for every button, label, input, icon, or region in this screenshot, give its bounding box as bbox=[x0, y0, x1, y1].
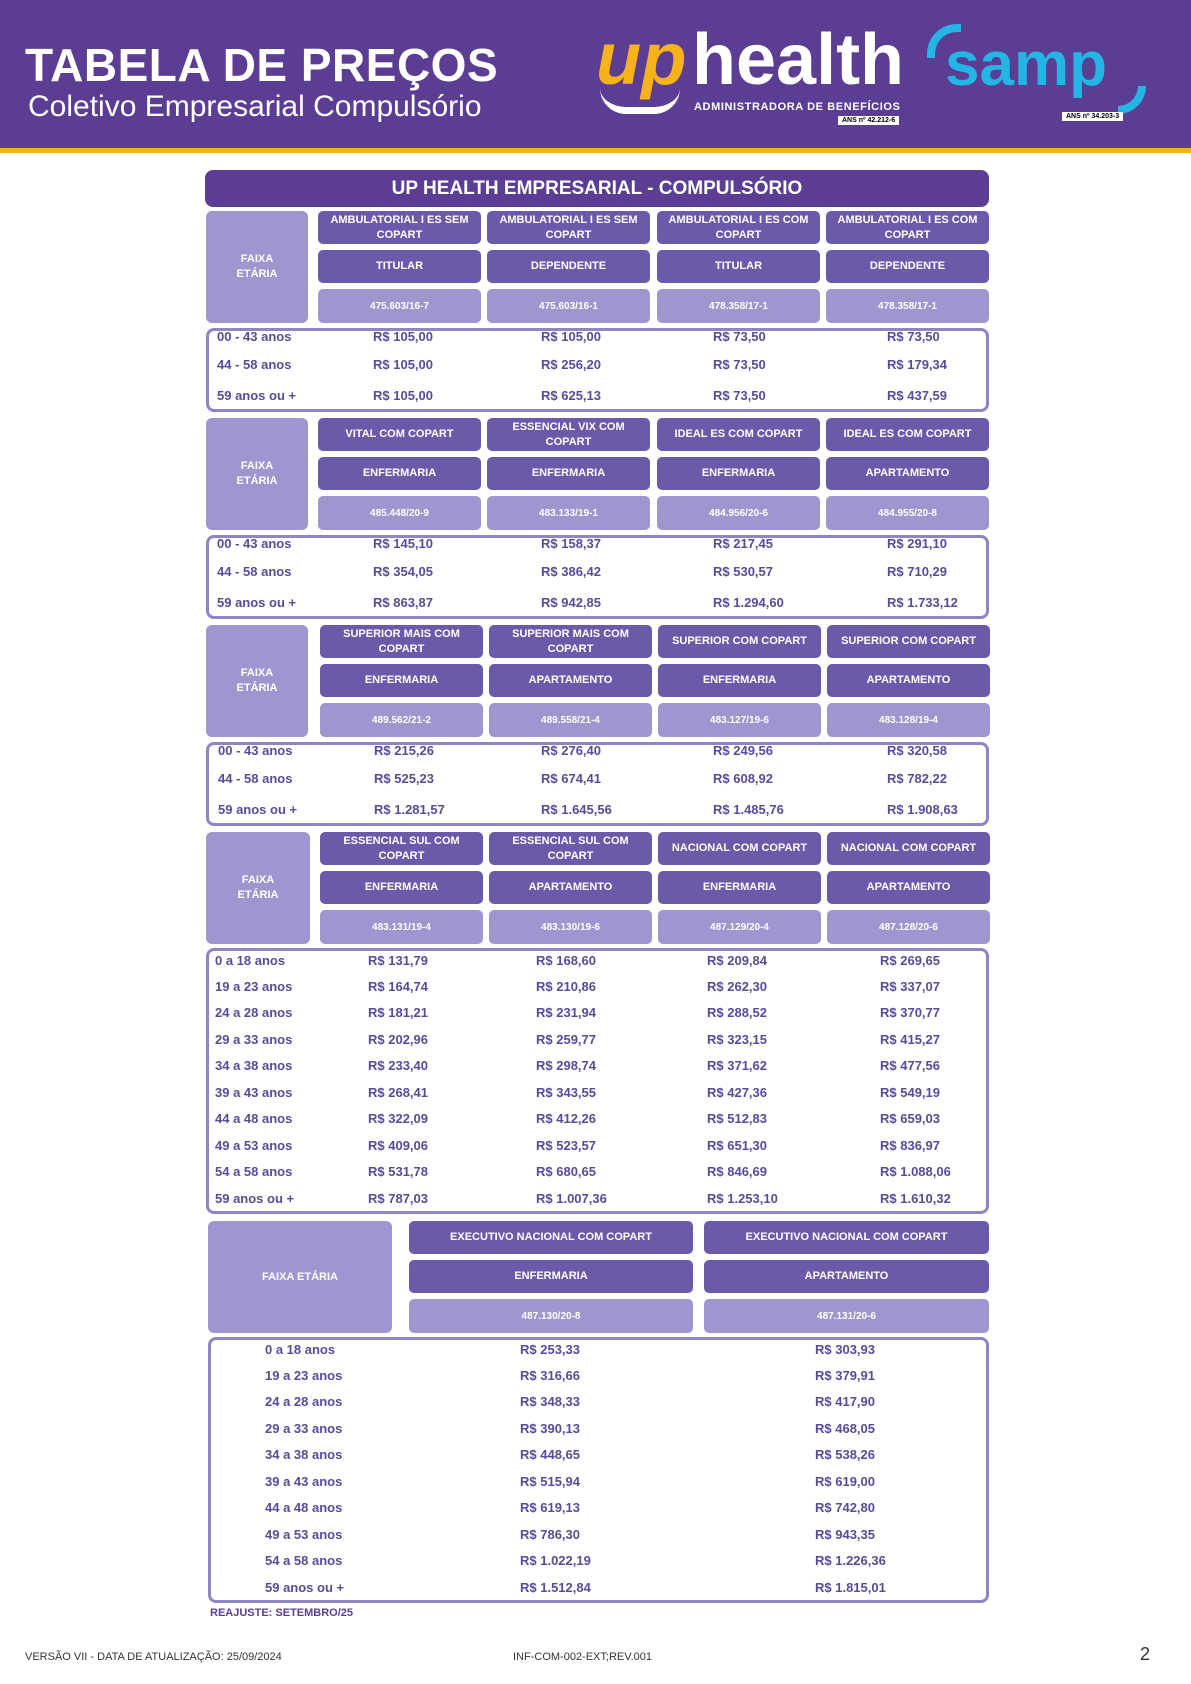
price-cell: R$ 131,79 bbox=[368, 953, 428, 968]
price-cell: R$ 316,66 bbox=[520, 1368, 580, 1383]
plan-name-header: SUPERIOR COM COPART bbox=[827, 625, 990, 658]
price-cell: R$ 181,21 bbox=[368, 1005, 428, 1020]
price-cell: R$ 674,41 bbox=[541, 771, 601, 786]
age-range-cell: 44 a 48 anos bbox=[265, 1500, 343, 1515]
faixa-etaria-header: FAIXA ETÁRIA bbox=[206, 625, 308, 737]
accommodation-header: ENFERMARIA bbox=[657, 457, 820, 490]
price-cell: R$ 1.007,36 bbox=[536, 1191, 607, 1206]
price-cell: R$ 549,19 bbox=[880, 1085, 940, 1100]
plan-code-header: 487.130/20-8 bbox=[409, 1299, 693, 1333]
price-cell: R$ 73,50 bbox=[887, 329, 940, 344]
plan-code-header: 483.127/19-6 bbox=[658, 703, 821, 737]
price-cell: R$ 158,37 bbox=[541, 536, 601, 551]
age-range-cell: 29 a 33 anos bbox=[265, 1421, 343, 1436]
price-cell: R$ 525,23 bbox=[374, 771, 434, 786]
price-cell: R$ 437,59 bbox=[887, 388, 947, 403]
plan-name-header: ESSENCIAL SUL COM COPART bbox=[320, 832, 483, 865]
price-cell: R$ 836,97 bbox=[880, 1138, 940, 1153]
price-cell: R$ 782,22 bbox=[887, 771, 947, 786]
price-cell: R$ 343,55 bbox=[536, 1085, 596, 1100]
price-cell: R$ 742,80 bbox=[815, 1500, 875, 1515]
price-cell: R$ 288,52 bbox=[707, 1005, 767, 1020]
price-cell: R$ 354,05 bbox=[373, 564, 433, 579]
price-cell: R$ 202,96 bbox=[368, 1032, 428, 1047]
faixa-etaria-header: FAIXA ETÁRIA bbox=[206, 211, 308, 323]
age-range-cell: 49 a 53 anos bbox=[215, 1138, 293, 1153]
price-cell: R$ 379,91 bbox=[815, 1368, 875, 1383]
plan-code-header: 489.562/21-2 bbox=[320, 703, 483, 737]
price-cell: R$ 291,10 bbox=[887, 536, 947, 551]
age-range-cell: 44 - 58 anos bbox=[217, 357, 292, 372]
price-cell: R$ 786,30 bbox=[520, 1527, 580, 1542]
age-range-cell: 49 a 53 anos bbox=[265, 1527, 343, 1542]
age-range-cell: 39 a 43 anos bbox=[265, 1474, 343, 1489]
uphealth-logo-up: up bbox=[596, 17, 687, 100]
age-range-cell: 54 a 58 anos bbox=[265, 1553, 343, 1568]
plan-code-header: 484.956/20-6 bbox=[657, 496, 820, 530]
uphealth-logo-tagline: ADMINISTRADORA DE BENEFÍCIOS bbox=[694, 101, 901, 113]
price-cell: R$ 249,56 bbox=[713, 743, 773, 758]
price-cell: R$ 231,94 bbox=[536, 1005, 596, 1020]
price-cell: R$ 390,13 bbox=[520, 1421, 580, 1436]
price-cell: R$ 303,93 bbox=[815, 1342, 875, 1357]
price-cell: R$ 1.485,76 bbox=[713, 802, 784, 817]
plan-name-header: EXECUTIVO NACIONAL COM COPART bbox=[409, 1221, 693, 1254]
plan-code-header: 485.448/20-9 bbox=[318, 496, 481, 530]
price-cell: R$ 1.645,56 bbox=[541, 802, 612, 817]
price-cell: R$ 651,30 bbox=[707, 1138, 767, 1153]
price-cell: R$ 105,00 bbox=[541, 329, 601, 344]
plan-name-header: AMBULATORIAL I ES COM COPART bbox=[826, 211, 989, 244]
age-range-cell: 59 anos ou + bbox=[218, 802, 298, 817]
price-cell: R$ 943,35 bbox=[815, 1527, 875, 1542]
accommodation-header: DEPENDENTE bbox=[487, 250, 650, 283]
plan-code-header: 478.358/17-1 bbox=[657, 289, 820, 323]
price-cell: R$ 179,34 bbox=[887, 357, 947, 372]
price-cell: R$ 262,30 bbox=[707, 979, 767, 994]
price-cell: R$ 619,13 bbox=[520, 1500, 580, 1515]
accommodation-header: ENFERMARIA bbox=[658, 664, 821, 697]
uphealth-ans-number: ANS nº 42.212-6 bbox=[838, 116, 899, 125]
price-cell: R$ 659,03 bbox=[880, 1111, 940, 1126]
price-data-box bbox=[206, 948, 989, 1214]
price-cell: R$ 73,50 bbox=[713, 329, 766, 344]
price-cell: R$ 268,41 bbox=[368, 1085, 428, 1100]
price-cell: R$ 210,86 bbox=[536, 979, 596, 994]
price-cell: R$ 477,56 bbox=[880, 1058, 940, 1073]
price-cell: R$ 1.610,32 bbox=[880, 1191, 951, 1206]
age-range-cell: 54 a 58 anos bbox=[215, 1164, 293, 1179]
accommodation-header: APARTAMENTO bbox=[827, 871, 990, 904]
plan-code-header: 483.130/19-6 bbox=[489, 910, 652, 944]
plan-name-header: SUPERIOR MAIS COM COPART bbox=[489, 625, 652, 658]
faixa-etaria-header: FAIXA ETÁRIA bbox=[206, 418, 308, 530]
price-cell: R$ 276,40 bbox=[541, 743, 601, 758]
samp-logo: samp bbox=[945, 30, 1107, 99]
plan-name-header: AMBULATORIAL I ES SEM COPART bbox=[487, 211, 650, 244]
age-range-cell: 00 - 43 anos bbox=[217, 329, 292, 344]
price-cell: R$ 73,50 bbox=[713, 357, 766, 372]
plan-code-header: 483.128/19-4 bbox=[827, 703, 990, 737]
price-cell: R$ 417,90 bbox=[815, 1394, 875, 1409]
accommodation-header: TITULAR bbox=[657, 250, 820, 283]
price-cell: R$ 371,62 bbox=[707, 1058, 767, 1073]
price-cell: R$ 164,74 bbox=[368, 979, 428, 994]
plan-name-header: EXECUTIVO NACIONAL COM COPART bbox=[704, 1221, 989, 1254]
age-range-cell: 59 anos ou + bbox=[215, 1191, 295, 1206]
plan-name-header: AMBULATORIAL I ES SEM COPART bbox=[318, 211, 481, 244]
price-cell: R$ 1.088,06 bbox=[880, 1164, 951, 1179]
page-subtitle: Coletivo Empresarial Compulsório bbox=[28, 90, 482, 123]
plan-name-header: SUPERIOR COM COPART bbox=[658, 625, 821, 658]
age-range-cell: 29 a 33 anos bbox=[215, 1032, 293, 1047]
plan-code-header: 483.131/19-4 bbox=[320, 910, 483, 944]
accommodation-header: TITULAR bbox=[318, 250, 481, 283]
age-range-cell: 00 - 43 anos bbox=[218, 743, 293, 758]
price-cell: R$ 370,77 bbox=[880, 1005, 940, 1020]
price-cell: R$ 608,92 bbox=[713, 771, 773, 786]
age-range-cell: 19 a 23 anos bbox=[215, 979, 293, 994]
price-cell: R$ 217,45 bbox=[713, 536, 773, 551]
price-cell: R$ 105,00 bbox=[373, 388, 433, 403]
price-cell: R$ 1.815,01 bbox=[815, 1580, 886, 1595]
plan-code-header: 487.128/20-6 bbox=[827, 910, 990, 944]
age-range-cell: 19 a 23 anos bbox=[265, 1368, 343, 1383]
price-cell: R$ 105,00 bbox=[373, 357, 433, 372]
price-cell: R$ 1.908,63 bbox=[887, 802, 958, 817]
version-info: VERSÃO VII - DATA DE ATUALIZAÇÃO: 25/09/2024 bbox=[25, 1651, 282, 1663]
plan-code-header: 478.358/17-1 bbox=[826, 289, 989, 323]
price-cell: R$ 259,77 bbox=[536, 1032, 596, 1047]
price-cell: R$ 531,78 bbox=[368, 1164, 428, 1179]
price-cell: R$ 468,05 bbox=[815, 1421, 875, 1436]
plan-code-header: 487.131/20-6 bbox=[704, 1299, 989, 1333]
plan-name-header: IDEAL ES COM COPART bbox=[826, 418, 989, 451]
price-cell: R$ 523,57 bbox=[536, 1138, 596, 1153]
price-cell: R$ 409,06 bbox=[368, 1138, 428, 1153]
faixa-etaria-header: FAIXA ETÁRIA bbox=[206, 832, 310, 944]
plan-code-header: 483.133/19-1 bbox=[487, 496, 650, 530]
age-range-cell: 34 a 38 anos bbox=[265, 1447, 343, 1462]
price-cell: R$ 145,10 bbox=[373, 536, 433, 551]
accommodation-header: APARTAMENTO bbox=[704, 1260, 989, 1293]
plan-name-header: NACIONAL COM COPART bbox=[658, 832, 821, 865]
price-cell: R$ 168,60 bbox=[536, 953, 596, 968]
price-cell: R$ 863,87 bbox=[373, 595, 433, 610]
price-cell: R$ 427,36 bbox=[707, 1085, 767, 1100]
plan-code-header: 475.603/16-1 bbox=[487, 289, 650, 323]
samp-ans-number: ANS nº 34.203-3 bbox=[1062, 112, 1123, 121]
price-cell: R$ 680,65 bbox=[536, 1164, 596, 1179]
plan-name-header: AMBULATORIAL I ES COM COPART bbox=[657, 211, 820, 244]
page-title: TABELA DE PREÇOS bbox=[25, 39, 499, 91]
age-range-cell: 34 a 38 anos bbox=[215, 1058, 293, 1073]
page-number: 2 bbox=[1140, 1644, 1151, 1664]
age-range-cell: 24 a 28 anos bbox=[215, 1005, 293, 1020]
table-main-title: UP HEALTH EMPRESARIAL - COMPULSÓRIO bbox=[205, 170, 989, 207]
price-cell: R$ 515,94 bbox=[520, 1474, 580, 1489]
price-cell: R$ 256,20 bbox=[541, 357, 601, 372]
price-cell: R$ 73,50 bbox=[713, 388, 766, 403]
price-cell: R$ 1.253,10 bbox=[707, 1191, 778, 1206]
price-cell: R$ 233,40 bbox=[368, 1058, 428, 1073]
price-cell: R$ 1.022,19 bbox=[520, 1553, 591, 1568]
plan-name-header: ESSENCIAL VIX COM COPART bbox=[487, 418, 650, 451]
accommodation-header: ENFERMARIA bbox=[320, 871, 483, 904]
age-range-cell: 39 a 43 anos bbox=[215, 1085, 293, 1100]
age-range-cell: 59 anos ou + bbox=[217, 595, 297, 610]
price-cell: R$ 320,58 bbox=[887, 743, 947, 758]
price-cell: R$ 1.294,60 bbox=[713, 595, 784, 610]
price-cell: R$ 209,84 bbox=[707, 953, 767, 968]
age-range-cell: 0 a 18 anos bbox=[265, 1342, 336, 1357]
accommodation-header: APARTAMENTO bbox=[489, 664, 652, 697]
accommodation-header: DEPENDENTE bbox=[826, 250, 989, 283]
price-cell: R$ 348,33 bbox=[520, 1394, 580, 1409]
price-cell: R$ 415,27 bbox=[880, 1032, 940, 1047]
plan-name-header: ESSENCIAL SUL COM COPART bbox=[489, 832, 652, 865]
uphealth-logo-health: health bbox=[692, 20, 905, 100]
price-cell: R$ 337,07 bbox=[880, 979, 940, 994]
price-cell: R$ 1.512,84 bbox=[520, 1580, 591, 1595]
age-range-cell: 44 - 58 anos bbox=[218, 771, 293, 786]
accommodation-header: APARTAMENTO bbox=[827, 664, 990, 697]
price-cell: R$ 512,83 bbox=[707, 1111, 767, 1126]
price-cell: R$ 942,85 bbox=[541, 595, 601, 610]
plan-name-header: IDEAL ES COM COPART bbox=[657, 418, 820, 451]
age-range-cell: 59 anos ou + bbox=[265, 1580, 345, 1595]
price-cell: R$ 105,00 bbox=[373, 329, 433, 344]
age-range-cell: 00 - 43 anos bbox=[217, 536, 292, 551]
accommodation-header: APARTAMENTO bbox=[489, 871, 652, 904]
age-range-cell: 0 a 18 anos bbox=[215, 953, 286, 968]
plan-name-header: SUPERIOR MAIS COM COPART bbox=[320, 625, 483, 658]
price-cell: R$ 846,69 bbox=[707, 1164, 767, 1179]
plan-code-header: 487.129/20-4 bbox=[658, 910, 821, 944]
price-cell: R$ 1.226,36 bbox=[815, 1553, 886, 1568]
price-cell: R$ 625,13 bbox=[541, 388, 601, 403]
price-cell: R$ 412,26 bbox=[536, 1111, 596, 1126]
price-cell: R$ 1.281,57 bbox=[374, 802, 445, 817]
price-cell: R$ 710,29 bbox=[887, 564, 947, 579]
reajuste-note: REAJUSTE: SETEMBRO/25 bbox=[210, 1607, 354, 1619]
price-cell: R$ 787,03 bbox=[368, 1191, 428, 1206]
price-cell: R$ 448,65 bbox=[520, 1447, 580, 1462]
header-accent-strip bbox=[0, 148, 1191, 153]
accommodation-header: APARTAMENTO bbox=[826, 457, 989, 490]
price-cell: R$ 298,74 bbox=[536, 1058, 596, 1073]
age-range-cell: 44 a 48 anos bbox=[215, 1111, 293, 1126]
price-cell: R$ 322,09 bbox=[368, 1111, 428, 1126]
price-cell: R$ 253,33 bbox=[520, 1342, 580, 1357]
price-cell: R$ 269,65 bbox=[880, 953, 940, 968]
plan-code-header: 475.603/16-7 bbox=[318, 289, 481, 323]
plan-code-header: 484.955/20-8 bbox=[826, 496, 989, 530]
accommodation-header: ENFERMARIA bbox=[658, 871, 821, 904]
age-range-cell: 44 - 58 anos bbox=[217, 564, 292, 579]
accommodation-header: ENFERMARIA bbox=[487, 457, 650, 490]
price-cell: R$ 530,57 bbox=[713, 564, 773, 579]
document-code: INF-COM-002-EXT;REV.001 bbox=[513, 1651, 652, 1663]
age-range-cell: 24 a 28 anos bbox=[265, 1394, 343, 1409]
faixa-etaria-header: FAIXA ETÁRIA bbox=[208, 1221, 392, 1333]
plan-code-header: 489.558/21-4 bbox=[489, 703, 652, 737]
price-cell: R$ 538,26 bbox=[815, 1447, 875, 1462]
accommodation-header: ENFERMARIA bbox=[320, 664, 483, 697]
price-cell: R$ 323,15 bbox=[707, 1032, 767, 1047]
price-cell: R$ 386,42 bbox=[541, 564, 601, 579]
price-cell: R$ 215,26 bbox=[374, 743, 434, 758]
accommodation-header: ENFERMARIA bbox=[318, 457, 481, 490]
price-cell: R$ 1.733,12 bbox=[887, 595, 958, 610]
price-cell: R$ 619,00 bbox=[815, 1474, 875, 1489]
plan-name-header: NACIONAL COM COPART bbox=[827, 832, 990, 865]
age-range-cell: 59 anos ou + bbox=[217, 388, 297, 403]
accommodation-header: ENFERMARIA bbox=[409, 1260, 693, 1293]
plan-name-header: VITAL COM COPART bbox=[318, 418, 481, 451]
